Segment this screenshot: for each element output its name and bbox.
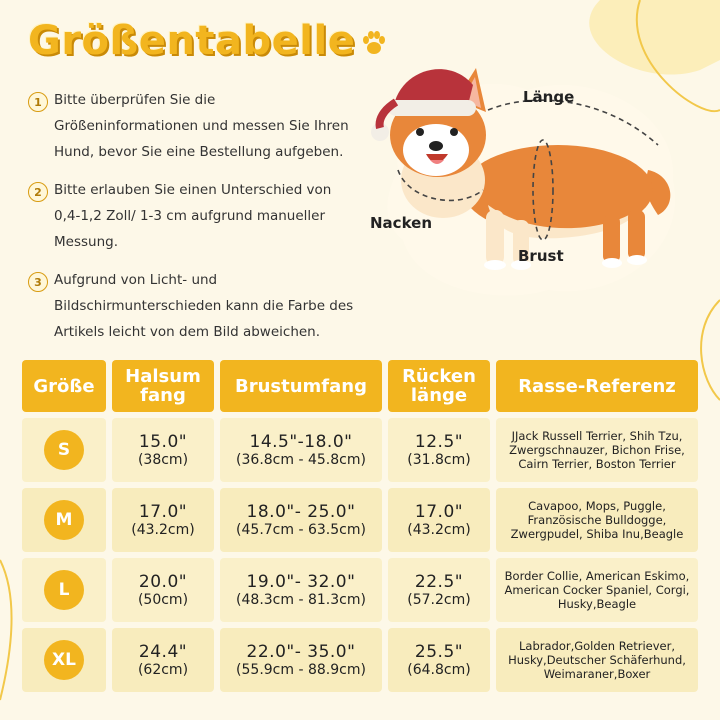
back-cell xyxy=(388,418,490,482)
neck-cell xyxy=(112,488,214,552)
breed-cell: Labrador,Golden Retriever, Husky,Deutscher Schäferhund, Weimaraner,Boxer xyxy=(496,628,698,692)
table-row xyxy=(22,488,698,552)
back-inch: 22.5" xyxy=(414,572,464,592)
table-header-row xyxy=(22,360,698,412)
size-cell xyxy=(22,628,106,692)
length-label: Länge xyxy=(523,88,575,106)
table-row xyxy=(22,418,698,482)
chest-cm: (48.3cm - 81.3cm) xyxy=(236,592,366,608)
back-inch: 17.0" xyxy=(414,502,464,522)
page-title xyxy=(28,18,389,64)
neck-label: Nacken xyxy=(370,214,432,232)
neck-cell xyxy=(112,628,214,692)
neck-cm: (38cm) xyxy=(137,452,189,468)
header-chest xyxy=(220,360,382,412)
neck-inch: 20.0" xyxy=(138,572,188,592)
back-inch: 25.5" xyxy=(414,642,464,662)
size-cell xyxy=(22,558,106,622)
instruction-text: Bitte überprüfen Sie die Größeninformationen und messen Sie Ihren Hund, bevor Sie eine Bestellung aufgeben. xyxy=(54,92,349,160)
instruction-item xyxy=(28,90,358,165)
header-breed xyxy=(496,360,698,412)
size-cell xyxy=(22,418,106,482)
step-number-badge: 1 xyxy=(28,92,48,112)
instruction-item xyxy=(28,270,358,345)
size-badge: S xyxy=(44,430,84,470)
back-cell xyxy=(388,558,490,622)
instruction-text: Bitte erlauben Sie einen Unterschied von 0,4-1,2 Zoll/ 1-3 cm aufgrund manueller Messung. xyxy=(54,182,332,250)
chest-cm: (36.8cm - 45.8cm) xyxy=(236,452,366,468)
neck-cell xyxy=(112,558,214,622)
size-table xyxy=(16,354,704,698)
header-size xyxy=(22,360,106,412)
back-cm: (57.2cm) xyxy=(407,592,471,608)
header-neck-line1: Halsum xyxy=(125,366,201,387)
neck-inch: 15.0" xyxy=(138,432,188,452)
size-badge: XL xyxy=(44,640,84,680)
size-badge: M xyxy=(44,500,84,540)
header-size-text: Größe xyxy=(33,375,95,397)
back-cell xyxy=(388,488,490,552)
neck-cm: (50cm) xyxy=(137,592,189,608)
breed-cell: Border Collie, American Eskimo, American Cocker Spaniel, Corgi, Husky,Beagle xyxy=(496,558,698,622)
table-row xyxy=(22,558,698,622)
header-neck xyxy=(112,360,214,412)
back-cm: (64.8cm) xyxy=(407,662,471,678)
header-breed-text: Rasse-Referenz xyxy=(518,375,676,397)
step-number-badge: 2 xyxy=(28,182,48,202)
instruction-item xyxy=(28,180,358,255)
neck-cell xyxy=(112,418,214,482)
header-back xyxy=(388,360,490,412)
dog-measurement-diagram xyxy=(358,50,688,305)
chest-cell xyxy=(220,418,382,482)
chest-inch: 19.0"- 32.0" xyxy=(246,572,356,592)
instruction-text: Aufgrund von Licht- und Bildschirmunterschieden kann die Farbe des Artikels leicht von dem Bild abweichen. xyxy=(54,272,354,340)
chest-cell xyxy=(220,558,382,622)
size-badge: L xyxy=(44,570,84,610)
back-cm: (43.2cm) xyxy=(407,522,471,538)
back-cell xyxy=(388,628,490,692)
chest-cell xyxy=(220,628,382,692)
title-text: Größentabelle xyxy=(28,18,356,64)
chest-inch: 14.5"-18.0" xyxy=(249,432,353,452)
breed-cell: Cavapoo, Mops, Puggle, Französische Bulldogge, Zwergpudel, Shiba Inu,Beagle xyxy=(496,488,698,552)
size-cell xyxy=(22,488,106,552)
chest-inch: 18.0"- 25.0" xyxy=(246,502,356,522)
chest-cell xyxy=(220,488,382,552)
chest-cm: (45.7cm - 63.5cm) xyxy=(236,522,366,538)
header-chest-text: Brustumfang xyxy=(235,375,367,397)
neck-cm: (62cm) xyxy=(137,662,189,678)
breed-cell: JJack Russell Terrier, Shih Tzu, Zwergschnauzer, Bichon Frise, Cairn Terrier, Boston Terrier xyxy=(496,418,698,482)
neck-inch: 17.0" xyxy=(138,502,188,522)
step-number-badge: 3 xyxy=(28,272,48,292)
instructions-list xyxy=(28,90,358,360)
header-back-line1: Rücken xyxy=(402,366,476,387)
neck-inch: 24.4" xyxy=(138,642,188,662)
chest-cm: (55.9cm - 88.9cm) xyxy=(236,662,366,678)
chest-inch: 22.0"- 35.0" xyxy=(246,642,356,662)
back-cm: (31.8cm) xyxy=(407,452,471,468)
neck-cm: (43.2cm) xyxy=(131,522,195,538)
header-back-line2: länge xyxy=(410,385,468,406)
chest-label: Brust xyxy=(518,247,564,265)
table-row xyxy=(22,628,698,692)
paw-icon xyxy=(359,22,389,52)
header-neck-line2: fang xyxy=(140,385,186,406)
back-inch: 12.5" xyxy=(414,432,464,452)
